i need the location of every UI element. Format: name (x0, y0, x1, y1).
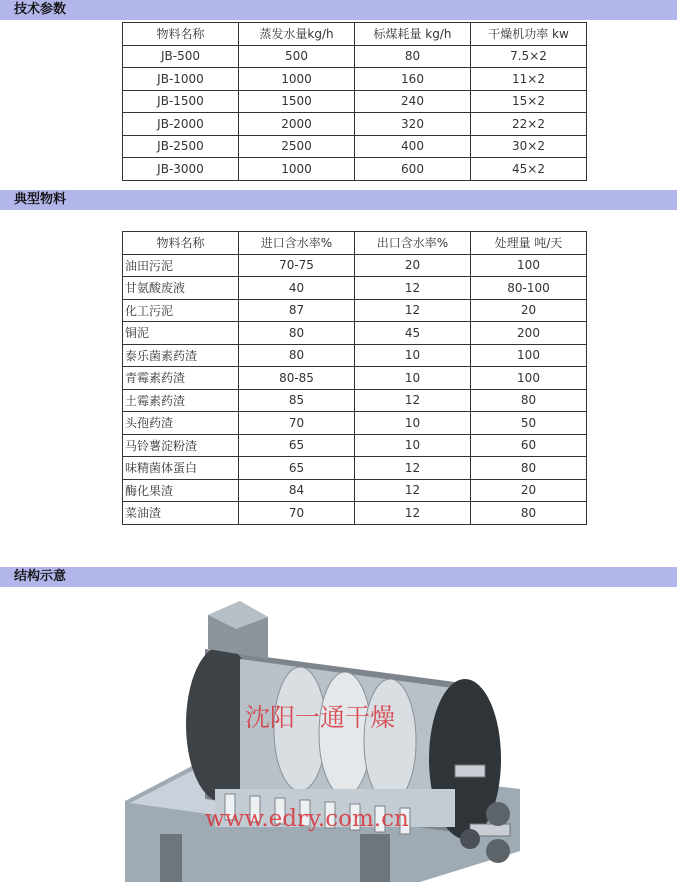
table-row (123, 344, 587, 367)
support-leg (360, 834, 390, 882)
table-row (123, 45, 587, 68)
model-cell: JB-2000 (123, 113, 239, 136)
table-row (123, 412, 587, 435)
inlet-moisture-cell: 70 (239, 412, 355, 435)
inlet-moisture-cell: 84 (239, 479, 355, 502)
table-row (123, 158, 587, 181)
coal-cell: 160 (355, 68, 471, 91)
inlet-moisture-cell: 40 (239, 277, 355, 300)
section-header-structure (0, 567, 677, 587)
coal-cell: 400 (355, 135, 471, 158)
coal-cell: 240 (355, 90, 471, 113)
table-row (123, 90, 587, 113)
power-cell: 30×2 (471, 135, 587, 158)
outlet-moisture-cell: 10 (355, 412, 471, 435)
inlet-moisture-cell: 65 (239, 457, 355, 480)
power-cell: 7.5×2 (471, 45, 587, 68)
outlet-moisture-cell: 10 (355, 344, 471, 367)
table-row (123, 322, 587, 345)
coal-cell: 320 (355, 113, 471, 136)
outlet-moisture-cell: 12 (355, 277, 471, 300)
table-header-row (123, 232, 587, 255)
coal-cell: 600 (355, 158, 471, 181)
evaporation-cell: 1000 (239, 158, 355, 181)
table-row (123, 254, 587, 277)
table-row (123, 367, 587, 390)
capacity-cell: 20 (471, 299, 587, 322)
inlet-moisture-cell: 80 (239, 344, 355, 367)
dryer-structure-illustration (0, 589, 677, 882)
outlet-moisture-cell: 12 (355, 389, 471, 412)
outlet-moisture-cell: 20 (355, 254, 471, 277)
material-name-cell: 青霉素药渣 (123, 367, 239, 390)
inlet-moisture-cell: 70-75 (239, 254, 355, 277)
material-name-cell: 泰乐菌素药渣 (123, 344, 239, 367)
capacity-cell: 60 (471, 434, 587, 457)
header-cell: 进口含水率% (239, 232, 355, 255)
inlet-moisture-cell: 80 (239, 322, 355, 345)
power-cell: 11×2 (471, 68, 587, 91)
material-name-cell: 马铃薯淀粉渣 (123, 434, 239, 457)
material-name-cell: 味精菌体蛋白 (123, 457, 239, 480)
model-cell: JB-3000 (123, 158, 239, 181)
section-title: 结构示意 (14, 569, 67, 584)
capacity-cell: 200 (471, 322, 587, 345)
evaporation-cell: 500 (239, 45, 355, 68)
paddle-disc (319, 672, 371, 796)
outlet-moisture-cell: 10 (355, 434, 471, 457)
table-row (123, 135, 587, 158)
model-cell: JB-1500 (123, 90, 239, 113)
capacity-cell: 80 (471, 502, 587, 525)
section-title: 技术参数 (14, 2, 67, 17)
evaporation-cell: 1500 (239, 90, 355, 113)
header-cell: 物料名称 (123, 23, 239, 46)
table-header-row (123, 23, 587, 46)
material-name-cell: 土霉素药渣 (123, 389, 239, 412)
capacity-cell: 20 (471, 479, 587, 502)
outlet-moisture-cell: 45 (355, 322, 471, 345)
support-leg (160, 834, 182, 882)
power-cell: 22×2 (471, 113, 587, 136)
section-title: 典型物料 (14, 192, 67, 207)
watermark-url: www.edry.com.cn (205, 806, 409, 832)
spec-table (122, 22, 587, 181)
outlet-moisture-cell: 12 (355, 457, 471, 480)
capacity-cell: 80-100 (471, 277, 587, 300)
inlet-moisture-cell: 70 (239, 502, 355, 525)
table-row (123, 389, 587, 412)
model-cell: JB-500 (123, 45, 239, 68)
drive-gear (486, 839, 510, 863)
watermark-company: 沈阳一通干燥 (245, 703, 396, 732)
outlet-moisture-cell: 12 (355, 299, 471, 322)
outlet-moisture-cell: 12 (355, 479, 471, 502)
material-table (122, 231, 587, 525)
header-cell: 标煤耗量 kg/h (355, 23, 471, 46)
power-cell: 15×2 (471, 90, 587, 113)
material-name-cell: 甘氨酸废液 (123, 277, 239, 300)
evaporation-cell: 1000 (239, 68, 355, 91)
paddle-disc (364, 679, 416, 803)
table-row (123, 68, 587, 91)
evaporation-cell: 2500 (239, 135, 355, 158)
material-name-cell: 头孢药渣 (123, 412, 239, 435)
capacity-cell: 80 (471, 389, 587, 412)
table-row (123, 479, 587, 502)
inlet-moisture-cell: 85 (239, 389, 355, 412)
table-row (123, 502, 587, 525)
header-cell: 处理量 吨/天 (471, 232, 587, 255)
table-row (123, 299, 587, 322)
evaporation-cell: 2000 (239, 113, 355, 136)
material-name-cell: 化工污泥 (123, 299, 239, 322)
material-name-cell: 酶化果渣 (123, 479, 239, 502)
section-header-specs (0, 0, 677, 20)
capacity-cell: 50 (471, 412, 587, 435)
header-cell: 干燥机功率 kw (471, 23, 587, 46)
table-row (123, 434, 587, 457)
capacity-cell: 80 (471, 457, 587, 480)
power-cell: 45×2 (471, 158, 587, 181)
header-cell: 出口含水率% (355, 232, 471, 255)
table-row (123, 457, 587, 480)
table-row (123, 113, 587, 136)
shaft-bearing (455, 765, 485, 777)
drive-gear (486, 802, 510, 826)
capacity-cell: 100 (471, 367, 587, 390)
material-name-cell: 菜油渣 (123, 502, 239, 525)
inlet-moisture-cell: 65 (239, 434, 355, 457)
model-cell: JB-2500 (123, 135, 239, 158)
header-cell: 物料名称 (123, 232, 239, 255)
model-cell: JB-1000 (123, 68, 239, 91)
material-name-cell: 铜泥 (123, 322, 239, 345)
table-row (123, 277, 587, 300)
material-name-cell: 油田污泥 (123, 254, 239, 277)
inlet-moisture-cell: 87 (239, 299, 355, 322)
outlet-moisture-cell: 10 (355, 367, 471, 390)
outlet-moisture-cell: 12 (355, 502, 471, 525)
header-cell: 蒸发水量kg/h (239, 23, 355, 46)
drive-gear (460, 829, 480, 849)
section-header-materials (0, 190, 677, 210)
inlet-moisture-cell: 80-85 (239, 367, 355, 390)
capacity-cell: 100 (471, 344, 587, 367)
capacity-cell: 100 (471, 254, 587, 277)
coal-cell: 80 (355, 45, 471, 68)
